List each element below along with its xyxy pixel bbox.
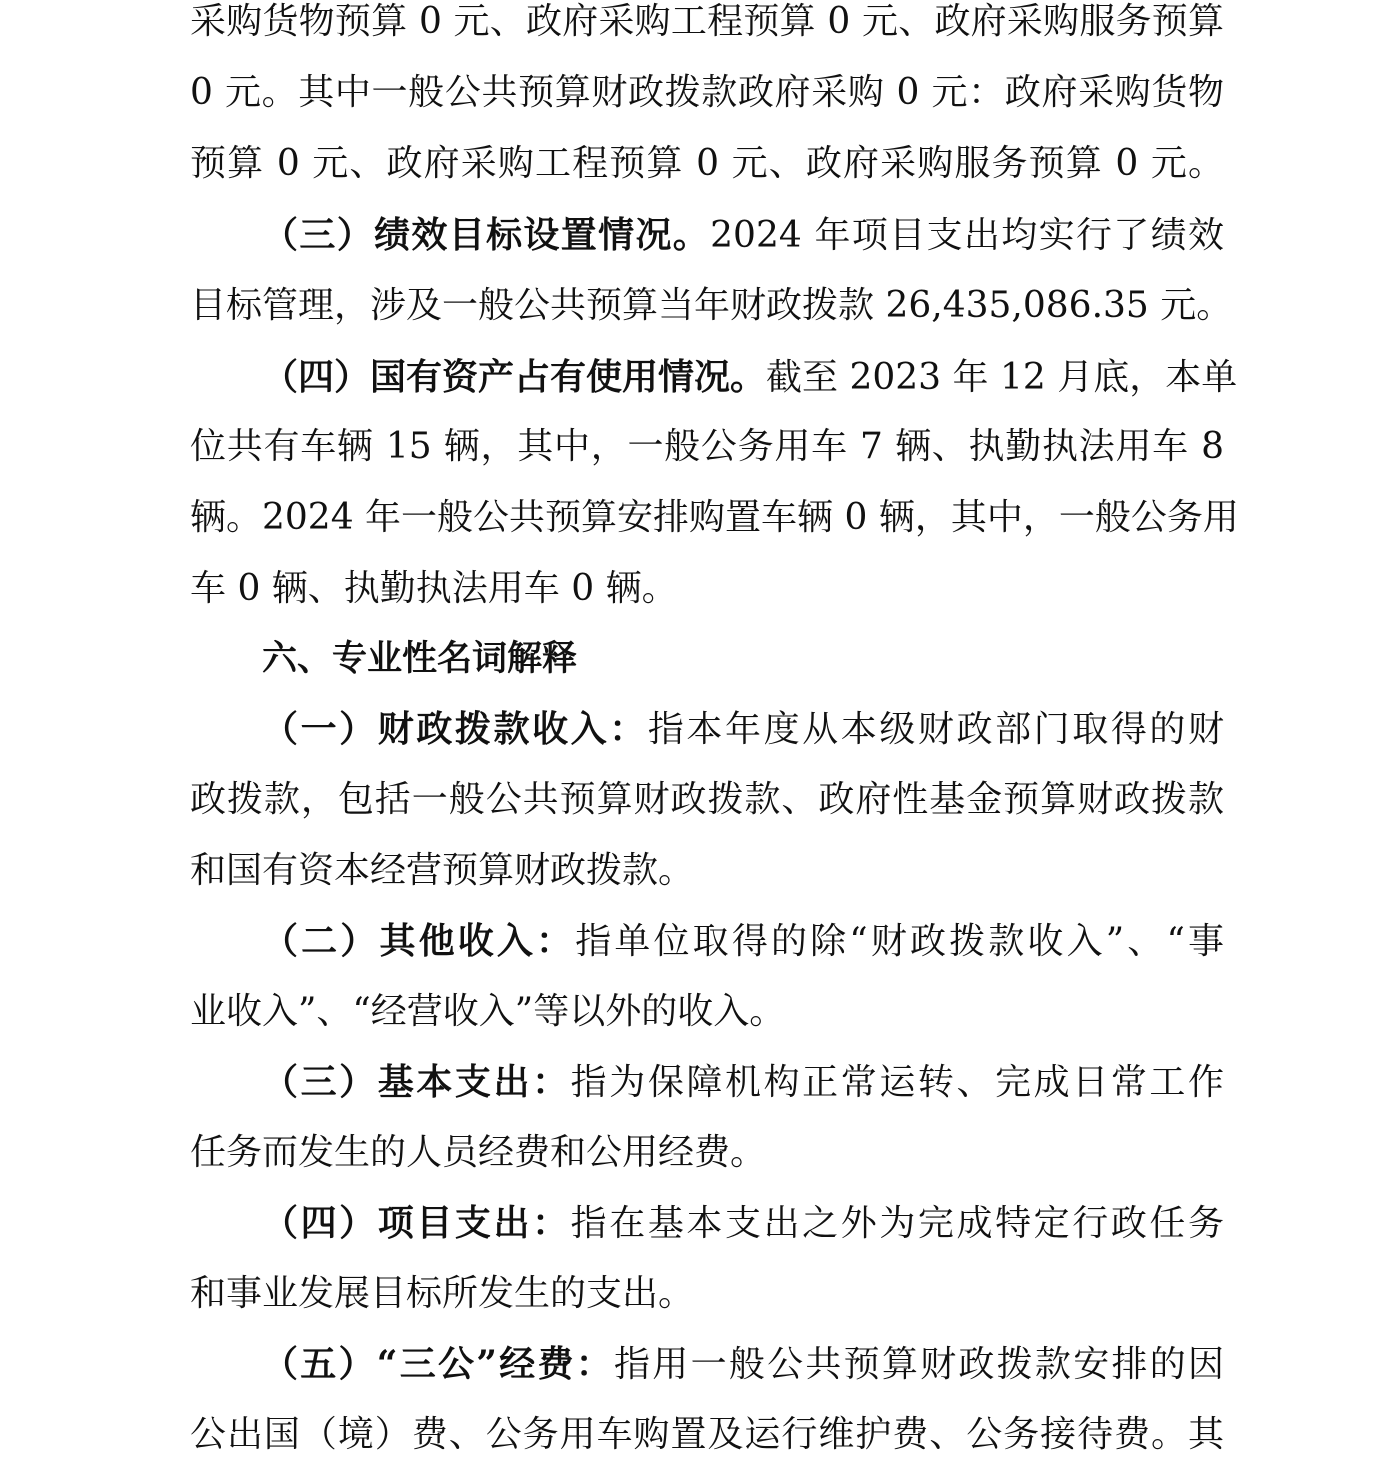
performance-label: （三）绩效目标设置情况。 bbox=[262, 214, 711, 256]
term-1-line-1 bbox=[262, 703, 1224, 755]
term-1-label: （一）财政拨款收入： bbox=[262, 708, 648, 750]
assets-label: （四）国有资产占有使用情况。 bbox=[262, 356, 767, 398]
term-4-line-2: 和事业发展目标所发生的支出。 bbox=[190, 1273, 695, 1314]
term-5-line-2: 公出国（境）费、公务用车购置及运行维护费、公务接待费。其 bbox=[190, 1414, 1224, 1455]
term-2-line-1 bbox=[262, 915, 1224, 967]
assets-line-1 bbox=[262, 351, 1238, 403]
section-heading: 六、专业性名词解释 bbox=[262, 639, 578, 679]
term-3-line-1-text: 指为保障机构正常运转、完成日常工作 bbox=[570, 1062, 1224, 1103]
term-3-label: （三）基本支出： bbox=[262, 1061, 571, 1103]
term-2-line-1-text: 指单位取得的除“财政拨款收入”、“事 bbox=[575, 921, 1224, 962]
term-5-line-1-text: 指用一般公共预算财政拨款安排的因 bbox=[614, 1344, 1224, 1385]
procurement-line-1: 采购货物预算 0 元、政府采购工程预算 0 元、政府采购服务预算 bbox=[190, 1, 1224, 42]
assets-line-4: 车 0 辆、执勤执法用车 0 辆。 bbox=[190, 568, 678, 609]
assets-line-2: 位共有车辆 15 辆，其中，一般公务用车 7 辆、执勤执法用车 8 bbox=[190, 426, 1224, 467]
assets-line-3: 辆。2024 年一般公共预算安排购置车辆 0 辆，其中，一般公务用 bbox=[190, 497, 1239, 538]
procurement-line-2: 0 元。其中一般公共预算财政拨款政府采购 0 元：政府采购货物 bbox=[190, 72, 1224, 113]
term-3-line-2: 任务而发生的人员经费和公用经费。 bbox=[190, 1132, 767, 1173]
term-5-line-1 bbox=[262, 1338, 1224, 1390]
term-5-label: （五）“三公”经费： bbox=[262, 1343, 615, 1385]
term-2-line-2: 业收入”、“经营收入”等以外的收入。 bbox=[190, 991, 786, 1032]
document-page bbox=[190, 0, 1239, 1457]
term-1-line-3: 和国有资本经营预算财政拨款。 bbox=[190, 850, 695, 891]
term-1-line-1-text: 指本年度从本级财政部门取得的财 bbox=[647, 709, 1224, 750]
performance-line-1 bbox=[262, 209, 1224, 261]
performance-line-2: 目标管理，涉及一般公共预算当年财政拨款 26,435,086.35 元。 bbox=[190, 285, 1233, 326]
term-2-label: （二）其他收入： bbox=[262, 920, 576, 962]
term-4-line-1-text: 指在基本支出之外为完成特定行政任务 bbox=[570, 1203, 1224, 1244]
term-4-label: （四）项目支出： bbox=[262, 1202, 571, 1244]
performance-line-1-text: 2024 年项目支出均实行了绩效 bbox=[710, 215, 1224, 256]
procurement-line-3: 预算 0 元、政府采购工程预算 0 元、政府采购服务预算 0 元。 bbox=[190, 143, 1224, 184]
term-4-line-1 bbox=[262, 1197, 1224, 1249]
assets-line-1-text: 截至 2023 年 12 月底，本单 bbox=[766, 357, 1238, 398]
term-1-line-2: 政拨款，包括一般公共预算财政拨款、政府性基金预算财政拨款 bbox=[190, 779, 1224, 820]
term-3-line-1 bbox=[262, 1056, 1224, 1108]
